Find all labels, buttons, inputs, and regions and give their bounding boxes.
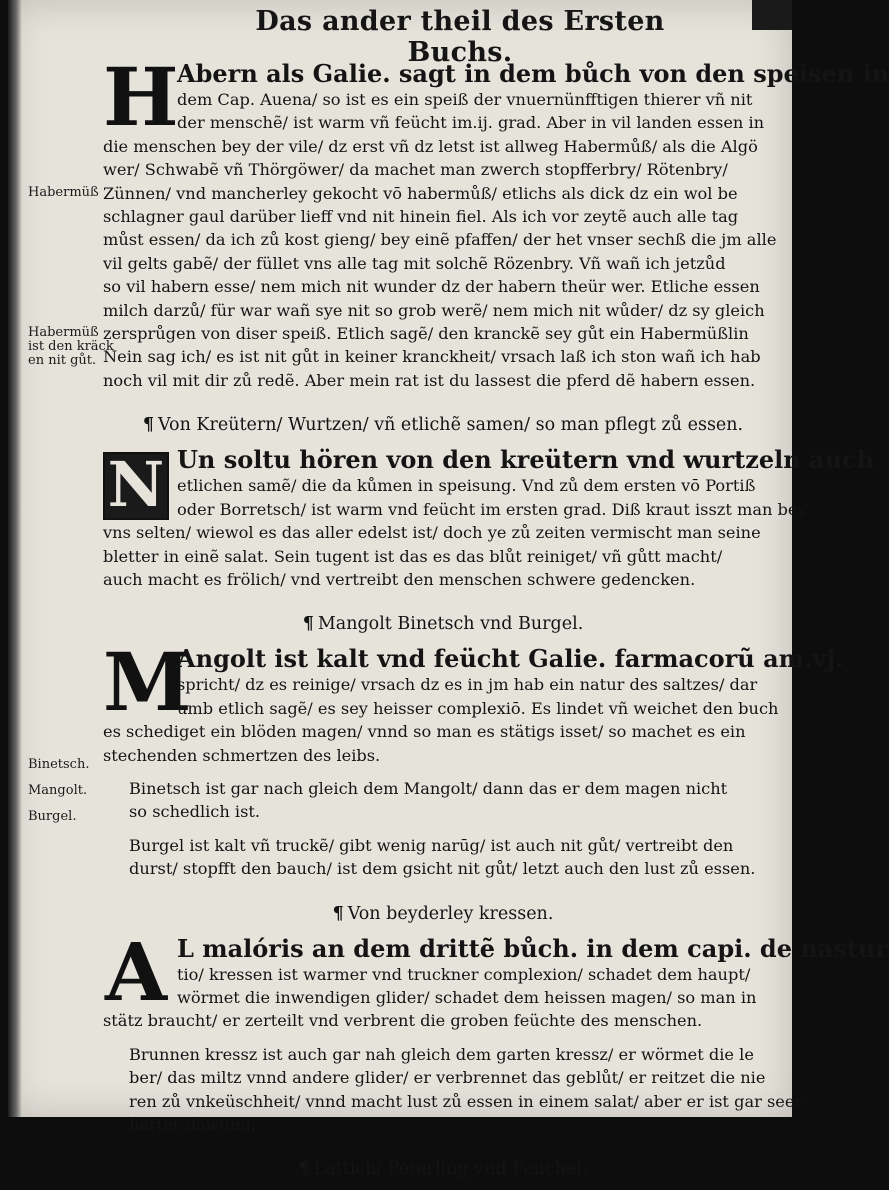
decorated-initial: M	[103, 635, 192, 730]
paragraph	[103, 924, 889, 1033]
text-line: wer/ Schwabẽ vñ Thörgöwer/ da machet man zwerch stopfferbry/ Rötenbry/	[103, 160, 728, 180]
text-line: so schedlich ist.	[129, 802, 261, 822]
text-line: L malóris an dem drittẽ bůch. in dem capi. de nastur	[177, 933, 889, 963]
margin-note-line: Mangolt.	[28, 783, 88, 798]
pilcrow-icon: ¶	[332, 903, 344, 924]
text-line: Abern als Galie. sagt in dem bůch von den speisen in	[177, 59, 889, 88]
margin-note-habermuss	[28, 186, 99, 200]
text-line: es schediget ein blöden magen/ vnnd so man es stätigs isset/ so machet es ein	[103, 722, 746, 742]
paragraph-gap	[103, 591, 783, 601]
paragraph	[103, 445, 875, 591]
text-line: dem Cap. Auena/ so ist es ein speiß der vnuernünfftigen thierer vñ nit	[177, 90, 753, 109]
text-line: Binetsch ist gar nach gleich dem Mangolt/ dann das er dem magen nicht	[129, 778, 728, 798]
page-body	[103, 50, 889, 1190]
margin-note-line: Binetsch.	[28, 757, 90, 772]
text-line: ber/ das miltz vnnd andere glider/ er verbrennet das geblůt/ er reitzet die nie	[129, 1068, 766, 1088]
text-line: etlichen samẽ/ die da kůmen in speisung. Vnd zů dem ersten vō Portiß	[177, 476, 756, 496]
margin-note-habermuss-krancken	[28, 326, 114, 368]
paragraph	[103, 635, 844, 767]
paragraph-gap	[103, 767, 783, 777]
paragraph	[103, 834, 783, 881]
paragraph	[103, 777, 783, 824]
text-line: vil gelts gabẽ/ der füllet vns alle tag mit solchẽ Rözenbry. Vñ wañ ich jetzůd	[103, 253, 726, 273]
section-heading-text: Mangolt Binetsch vnd Burgel.	[317, 614, 584, 635]
section-heading-text: Lattich/ Peterling vnd Fenchel.	[313, 1159, 588, 1180]
margin-note-line: Habermüß	[28, 325, 99, 340]
margin-note-line: en nit gůt.	[28, 353, 97, 368]
text-line: můst essen/ da ich zů kost gieng/ bey einẽ pfaffen/ der het vnser sechß die jm alle	[103, 230, 777, 250]
paragraph-gap	[103, 1033, 783, 1043]
text-line: Burgel ist kalt vñ truckẽ/ gibt wenig narūg/ ist auch nit gůt/ vertreibt den	[129, 835, 734, 855]
margin-note-line: Burgel.	[28, 809, 77, 824]
text-line: Zünnen/ vnd mancherley gekocht vō habermůß/ etlichs als dick dz ein wol be	[103, 183, 738, 203]
text-line: durst/ stopfft den bauch/ ist dem gsicht nit gůt/ letzt auch den lust zů essen.	[129, 859, 756, 879]
text-line: milch darzů/ für war wañ sye nit so grob werẽ/ nem mich nit wůder/ dz sy gleich	[103, 300, 765, 320]
section-heading-text: Von beyderley kressen.	[347, 903, 554, 924]
margin-note-line: ist den kräck	[28, 339, 114, 354]
text-line: schlagner gaul darüber lieff vnd nit hinein fiel. Als ich vor zeytẽ auch alle tag	[103, 207, 739, 227]
text-line: so vil habern esse/ nem mich nit wunder dz der habern theür wer. Etliche essen	[103, 277, 760, 297]
text-line: zersprůgen von diser speiß. Etlich sagẽ/ den kranckẽ sey gůt ein Habermüßlin	[103, 324, 749, 344]
paragraph-gap	[103, 1136, 783, 1146]
margin-note-binetsch	[28, 752, 89, 830]
decorated-initial: A	[104, 924, 168, 1019]
margin-note-line: Habermüß	[28, 185, 99, 200]
text-line: ren zů vnkeüschheit/ vnnd macht lust zů essen in einem salat/ aber er ist gar seer	[129, 1091, 803, 1111]
decorated-initial: H	[103, 50, 179, 144]
text-line: stätz braucht/ er zerteilt vnd verbrent die groben feüchte des menschen.	[103, 1011, 703, 1031]
text-line: der menschẽ/ ist warm vñ feücht im.ij. grad. Aber in vil landen essen in	[177, 113, 765, 133]
text-line: die menschen bey der vile/ dz erst vñ dz letst ist allweg Habermůß/ als die Algö	[103, 136, 758, 156]
section-heading-text: Von Kreütern/ Wurtzen/ vñ etlichẽ samen/ so man pflegt zů essen.	[158, 415, 744, 436]
paragraph	[103, 1043, 803, 1137]
paragraph-gap	[103, 881, 783, 891]
paragraph	[103, 50, 889, 392]
text-line: oder Borretsch/ ist warm vnd feücht im ersten grad. Diß kraut isszt man bey	[177, 499, 807, 519]
text-line: bletter in einẽ salat. Sein tugent ist das es das blůt reiniget/ vñ gůtt macht/	[103, 546, 723, 566]
page-title: Das ander theil des Ersten Buchs.	[255, 6, 665, 68]
section-heading	[103, 410, 783, 440]
section-heading	[103, 1154, 783, 1184]
paragraph-gap	[103, 392, 783, 402]
paragraph-gap	[103, 824, 783, 834]
pilcrow-icon: ¶	[302, 614, 314, 635]
page-corner	[752, 0, 792, 30]
text-line: wörmet die inwendigen glider/ schadet dem heissen magen/ so man in	[177, 987, 757, 1007]
text-line: auch macht es frölich/ vnd vertreibt den menschen schwere gedencken.	[103, 569, 696, 589]
text-line: umb etlich sagẽ/ es sey heisser complexiō. Es lindet vñ weichet den buch	[177, 698, 779, 718]
book-page	[8, 0, 889, 1180]
text-line: Nein sag ich/ es ist nit gůt in keiner kranckheit/ vrsach laß ich ston wañ ich hab	[103, 347, 761, 367]
text-line: harter dawung.	[129, 1115, 257, 1134]
text-line: stechenden schmertzen des leibs.	[103, 745, 381, 765]
text-line: spricht/ dz es reinige/ vrsach dz es in jm hab ein natur des saltzes/ dar	[177, 675, 758, 695]
text-line: Un soltu hören von den kreütern vnd wurtzeln auch	[177, 445, 875, 475]
section-heading	[103, 609, 783, 639]
text-line: Angolt ist kalt vnd feücht Galie. farmacorũ am.vj.	[177, 644, 844, 674]
pilcrow-icon: ¶	[298, 1159, 310, 1180]
text-line: Brunnen kressz ist auch gar nah gleich dem garten kressz/ er wörmet die le	[129, 1044, 754, 1064]
text-line: tio/ kressen ist warmer vnd truckner complexion/ schadet dem haupt/	[177, 964, 751, 984]
pilcrow-icon: ¶	[142, 415, 154, 436]
section-heading	[103, 899, 783, 929]
text-line: noch vil mit dir zů redẽ. Aber mein rat ist du lassest die pferd dẽ habern essen.	[103, 370, 756, 390]
book-spine-shadow	[8, 0, 22, 1117]
decorated-initial: N	[103, 452, 169, 520]
text-line: vns selten/ wiewol es das aller edelst ist/ doch ye zů zeiten vermischt man seine	[103, 523, 761, 543]
